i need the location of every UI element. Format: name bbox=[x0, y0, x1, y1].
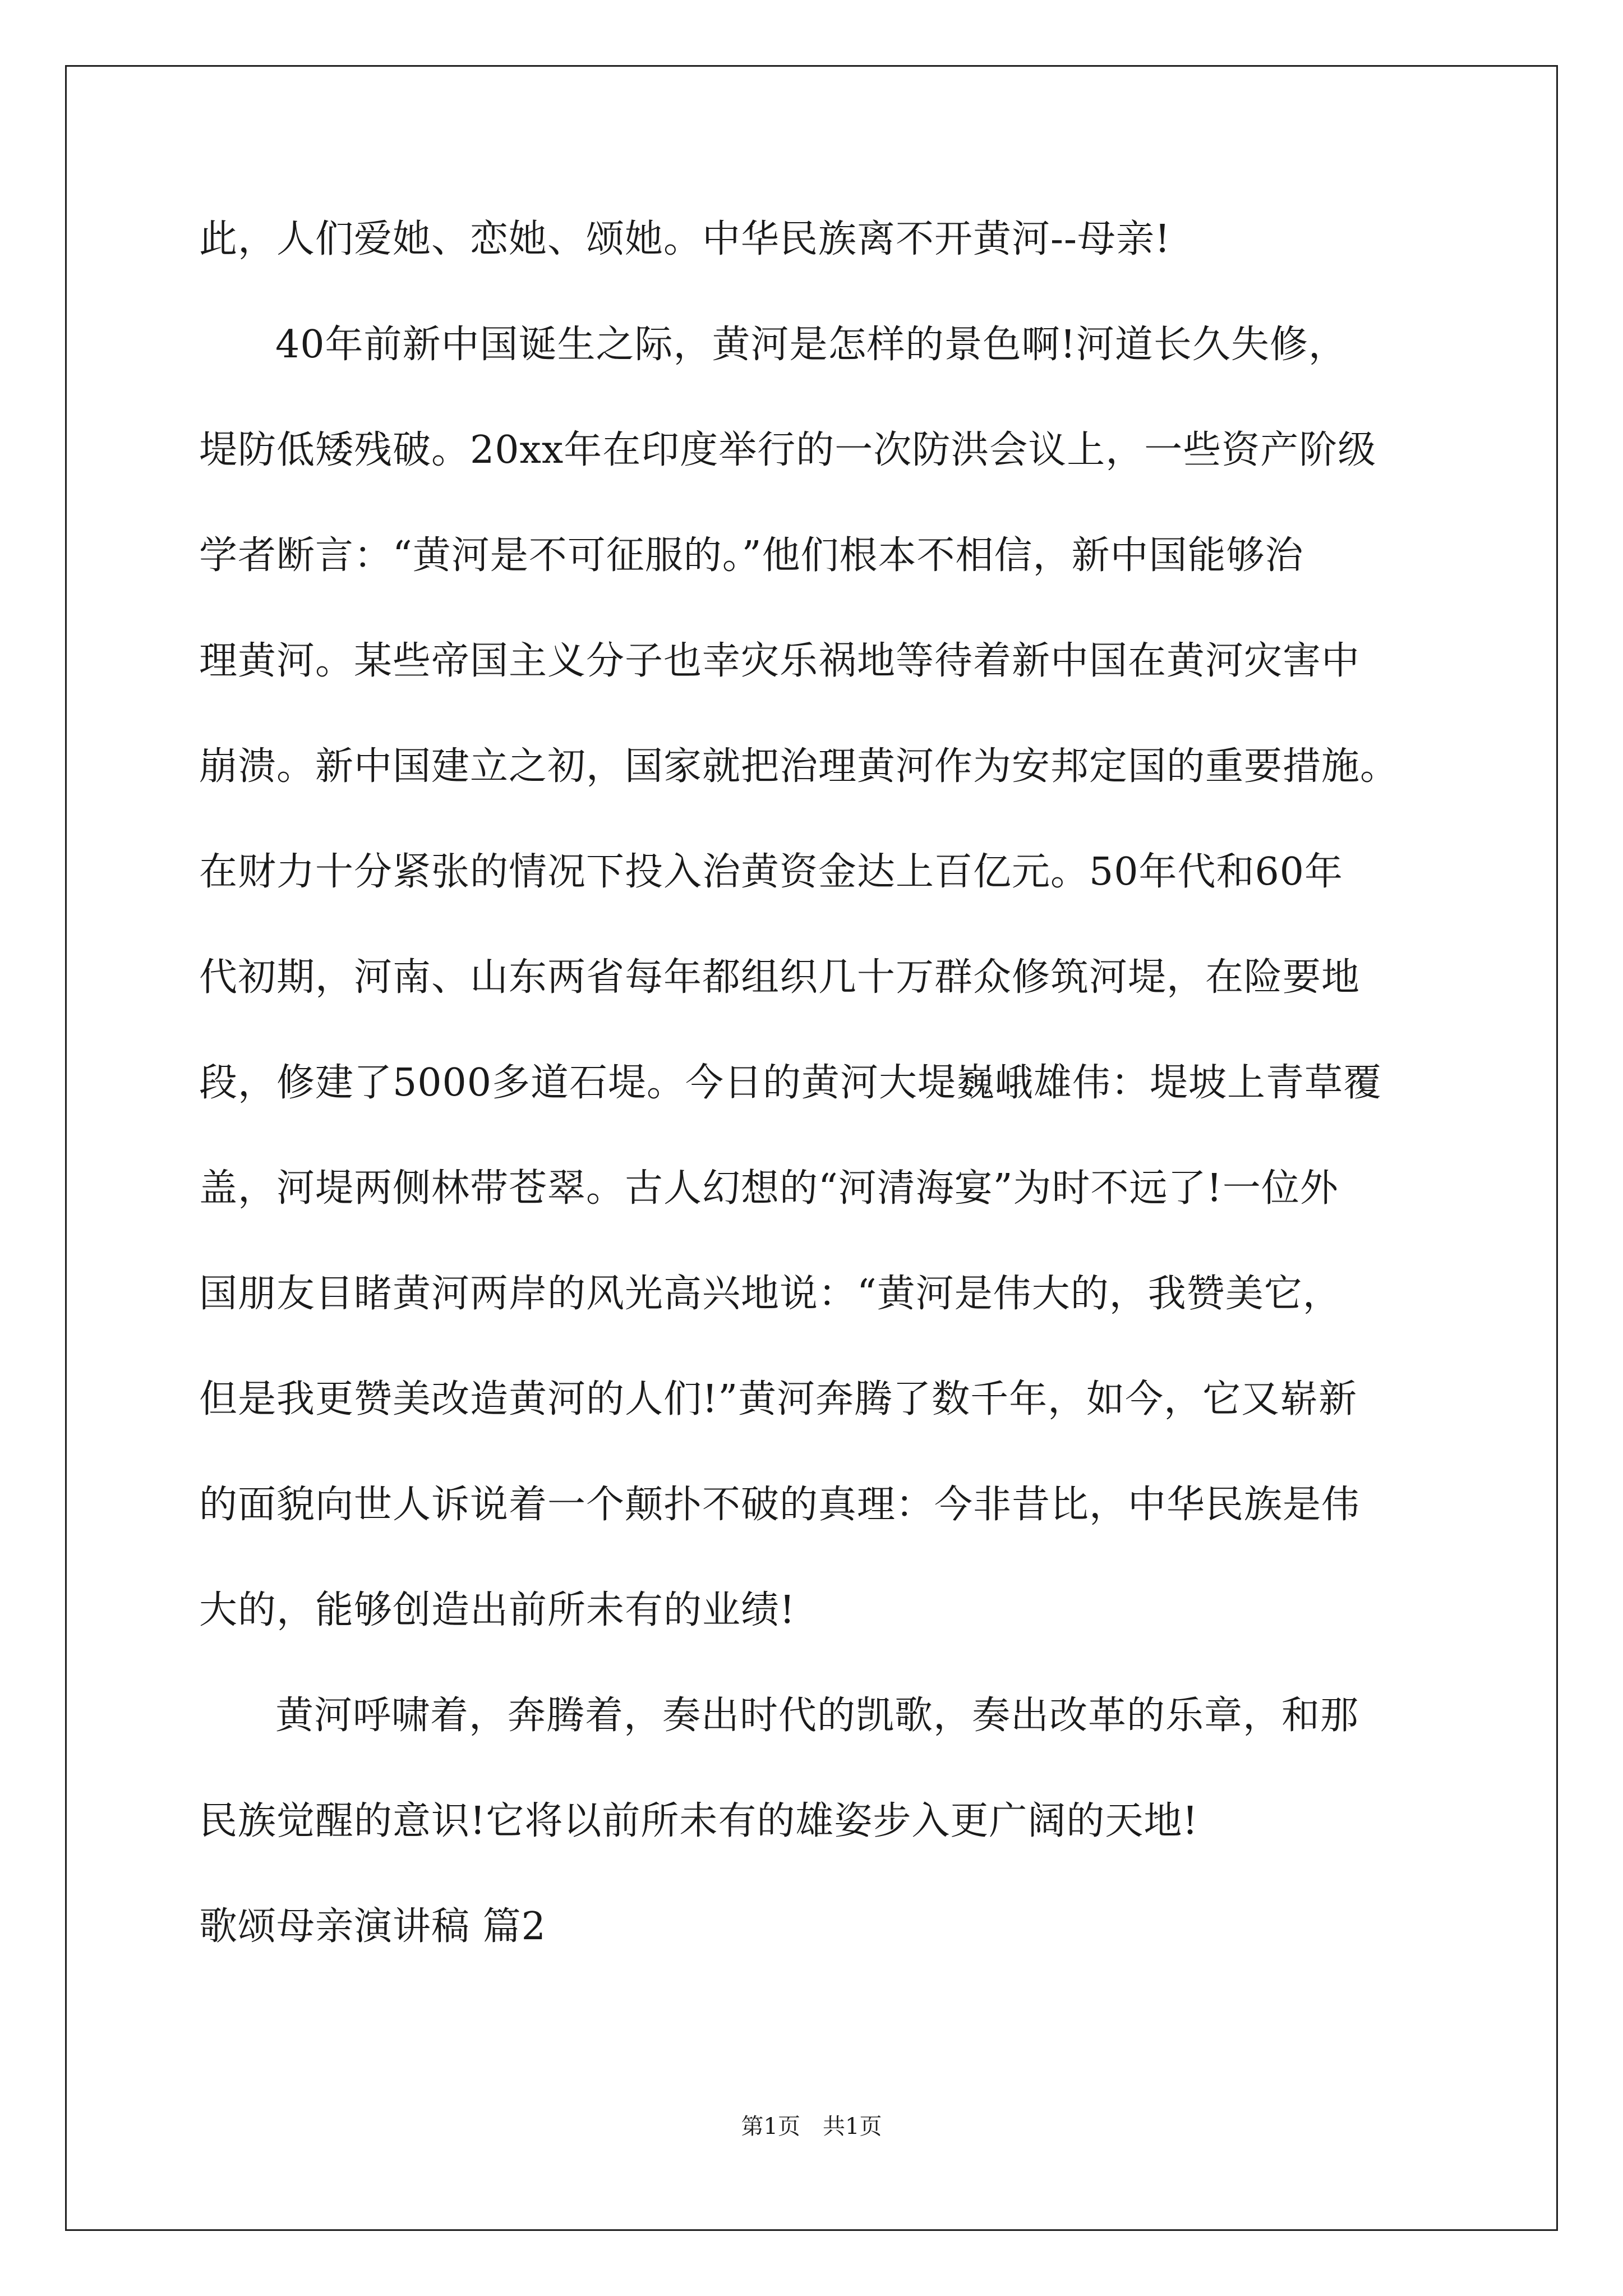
paragraph-3 bbox=[199, 1690, 1461, 1848]
text-line: 堤防低矮残破。20xx年在印度举行的一次防洪会议上，一些资产阶级 bbox=[199, 428, 1377, 472]
paragraph-1 bbox=[199, 213, 1461, 266]
text-line: 学者断言：“黄河是不可征服的。”他们根本不相信，新中国能够治 bbox=[199, 533, 1304, 578]
text-line: 国朋友目睹黄河两岸的风光高兴地说：“黄河是伟大的，我赞美它， bbox=[199, 1272, 1341, 1316]
section-heading: 歌颂母亲演讲稿 篇2 bbox=[199, 1904, 546, 1949]
text-line: 段，修建了5000多道石堤。今日的黄河大堤巍峨雄伟：堤坡上青草覆 bbox=[199, 1061, 1382, 1105]
text-line: 但是我更赞美改造黄河的人们!”黄河奔腾了数千年，如今，它又崭新 bbox=[199, 1377, 1358, 1421]
text-line: 盖，河堤两侧林带苍翠。古人幻想的“河清海宴”为时不远了!一位外 bbox=[199, 1166, 1339, 1211]
text-line: 在财力十分紧张的情况下投入治黄资金达上百亿元。50年代和60年 bbox=[199, 850, 1344, 894]
text-line: 民族觉醒的意识!它将以前所未有的雄姿步入更广阔的天地! bbox=[199, 1799, 1198, 1843]
paragraph-2 bbox=[199, 319, 1461, 1637]
text-line: 大的，能够创造出前所未有的业绩! bbox=[199, 1588, 796, 1632]
text-line: 代初期，河南、山东两省每年都组织几十万群众修筑河堤，在险要地 bbox=[199, 955, 1361, 1000]
text-line: 的面貌向世人诉说着一个颠扑不破的真理：今非昔比，中华民族是伟 bbox=[199, 1483, 1361, 1527]
text-line: 崩溃。新中国建立之初，国家就把治理黄河作为安邦定国的重要措施。 bbox=[199, 744, 1399, 789]
text-line: 理黄河。某些帝国主义分子也幸灾乐祸地等待着新中国在黄河灾害中 bbox=[199, 639, 1361, 683]
text-line: 40年前新中国诞生之际，黄河是怎样的景色啊!河道长久失修， bbox=[275, 323, 1347, 367]
text-line: 此，人们爱她、恋她、颂她。中华民族离不开黄河--母亲! bbox=[199, 217, 1171, 261]
text-line: 黄河呼啸着，奔腾着，奏出时代的凯歌，奏出改革的乐章，和那 bbox=[275, 1694, 1359, 1738]
document-body bbox=[199, 213, 1461, 1953]
page-footer: 第1页 共1页 bbox=[741, 2114, 882, 2139]
